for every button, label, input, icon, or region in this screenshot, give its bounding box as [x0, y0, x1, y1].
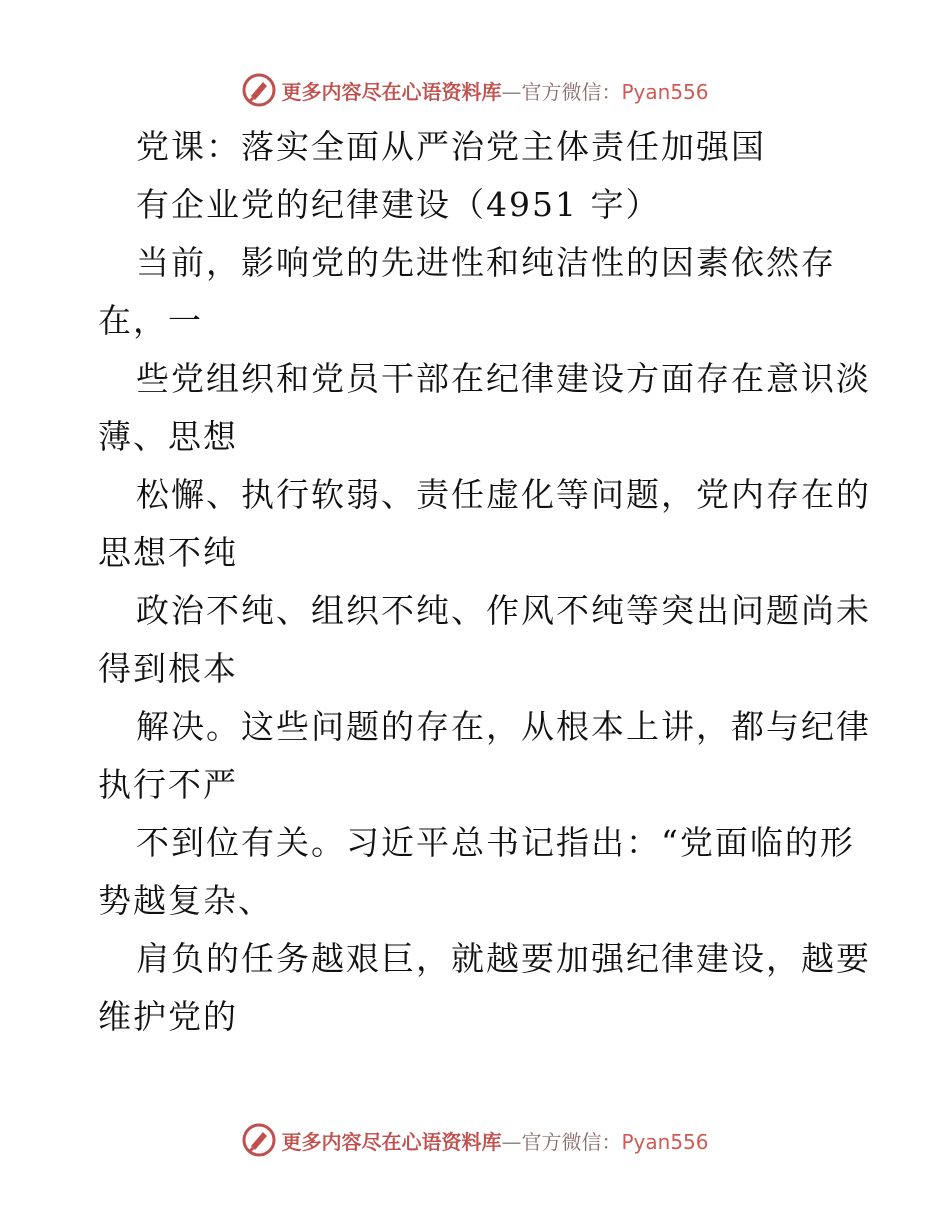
watermark-main: 更多内容尽在心语资料库 — [281, 1129, 502, 1154]
paragraph-line: 薄、思想 — [98, 417, 238, 456]
paragraph-line: 执行不严 — [98, 765, 238, 804]
watermark-label: 官方微信： — [521, 79, 622, 104]
header-watermark — [0, 70, 950, 110]
watermark-id: Pyan556 — [621, 1129, 709, 1154]
watermark-text — [281, 1126, 708, 1155]
paragraph-line: 思想不纯 — [98, 533, 238, 572]
watermark-separator: — — [501, 79, 522, 104]
paragraph-line: 些党组织和党员干部在纪律建设方面存在意识淡 — [136, 359, 871, 398]
paragraph-line: 政治不纯、组织不纯、作风不纯等突出问题尚未 — [136, 591, 871, 630]
title-line-1: 党课：落实全面从严治党主体责任加强国 — [136, 127, 766, 166]
paragraph-line: 当前，影响党的先进性和纯洁性的因素依然存 — [136, 243, 836, 282]
watermark-separator: — — [501, 1129, 522, 1154]
paragraph-line: 松懈、执行软弱、责任虚化等问题，党内存在的 — [136, 475, 871, 514]
paragraph-line: 不到位有关。习近平总书记指出：“党面临的形 — [136, 823, 855, 862]
paragraph-line: 得到根本 — [98, 649, 238, 688]
watermark-id: Pyan556 — [621, 79, 709, 104]
title-line-2: 有企业党的纪律建设（4951 字） — [136, 185, 661, 224]
paragraph-line: 维护党的 — [98, 997, 238, 1036]
paragraph-line: 肩负的任务越艰巨，就越要加强纪律建设，越要 — [136, 939, 871, 978]
paragraph-line: 在，一 — [98, 301, 203, 340]
logo-icon — [241, 1122, 277, 1158]
footer-watermark — [0, 1120, 950, 1160]
logo-icon — [241, 72, 277, 108]
watermark-label: 官方微信： — [521, 1129, 622, 1154]
watermark-text — [281, 76, 708, 105]
paragraph-line: 势越复杂、 — [98, 881, 273, 920]
watermark-main: 更多内容尽在心语资料库 — [281, 79, 502, 104]
paragraph-line: 解决。这些问题的存在，从根本上讲，都与纪律 — [136, 707, 871, 746]
document-body — [98, 118, 871, 1046]
